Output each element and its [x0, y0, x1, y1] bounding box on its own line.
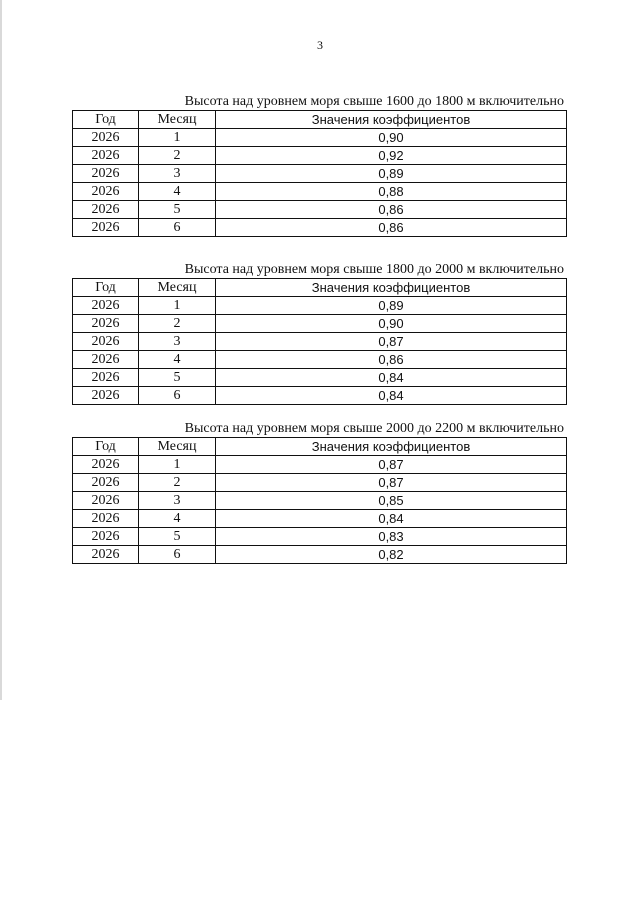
value-cell: 0,84 — [216, 369, 567, 387]
value-cell: 0,90 — [216, 129, 567, 147]
table-row — [73, 165, 567, 183]
year-cell: 2026 — [73, 369, 139, 387]
value-cell: 0,82 — [216, 546, 567, 564]
value-column-header: Значения коэффициентов — [216, 279, 567, 297]
month-cell: 6 — [139, 219, 216, 237]
value-cell: 0,89 — [216, 297, 567, 315]
coefficient-table — [72, 437, 567, 564]
table-row — [73, 351, 567, 369]
month-cell: 5 — [139, 201, 216, 219]
month-cell: 2 — [139, 474, 216, 492]
table-row — [73, 219, 567, 237]
year-column-header: Год — [73, 111, 139, 129]
table-row — [73, 474, 567, 492]
month-column-header: Месяц — [139, 438, 216, 456]
year-cell: 2026 — [73, 474, 139, 492]
month-column-header: Месяц — [139, 111, 216, 129]
scan-edge-shadow — [0, 0, 2, 700]
year-cell: 2026 — [73, 315, 139, 333]
value-cell: 0,85 — [216, 492, 567, 510]
table-row — [73, 297, 567, 315]
year-column-header: Год — [73, 438, 139, 456]
value-cell: 0,84 — [216, 510, 567, 528]
coefficient-block-1800-2000 — [72, 262, 566, 405]
table-title: Высота над уровнем моря свыше 1800 до 2000 м включительно — [184, 262, 564, 277]
year-cell: 2026 — [73, 546, 139, 564]
month-cell: 6 — [139, 546, 216, 564]
table-row — [73, 387, 567, 405]
value-cell: 0,83 — [216, 528, 567, 546]
table-row — [73, 492, 567, 510]
value-cell: 0,87 — [216, 456, 567, 474]
year-column-header: Год — [73, 279, 139, 297]
month-cell: 2 — [139, 315, 216, 333]
month-cell: 4 — [139, 510, 216, 528]
coefficient-block-2000-2200 — [72, 421, 566, 564]
value-cell: 0,87 — [216, 333, 567, 351]
year-cell: 2026 — [73, 129, 139, 147]
value-cell: 0,90 — [216, 315, 567, 333]
table-row — [73, 333, 567, 351]
year-cell: 2026 — [73, 528, 139, 546]
value-cell: 0,86 — [216, 201, 567, 219]
month-column-header: Месяц — [139, 279, 216, 297]
year-cell: 2026 — [73, 492, 139, 510]
month-cell: 3 — [139, 333, 216, 351]
year-cell: 2026 — [73, 456, 139, 474]
table-title: Высота над уровнем моря свыше 2000 до 2200 м включительно — [184, 421, 564, 436]
value-column-header: Значения коэффициентов — [216, 438, 567, 456]
month-cell: 2 — [139, 147, 216, 165]
table-row — [73, 369, 567, 387]
value-cell: 0,89 — [216, 165, 567, 183]
year-cell: 2026 — [73, 351, 139, 369]
value-column-header: Значения коэффициентов — [216, 111, 567, 129]
month-cell: 3 — [139, 492, 216, 510]
table-row — [73, 528, 567, 546]
table-row — [73, 147, 567, 165]
table-title: Высота над уровнем моря свыше 1600 до 1800 м включительно — [184, 94, 564, 109]
month-cell: 5 — [139, 528, 216, 546]
table-row — [73, 129, 567, 147]
coefficient-table — [72, 110, 567, 237]
table-row — [73, 201, 567, 219]
page-number: 3 — [317, 38, 323, 52]
month-cell: 3 — [139, 165, 216, 183]
month-cell: 1 — [139, 456, 216, 474]
table-row — [73, 183, 567, 201]
table-row — [73, 456, 567, 474]
year-cell: 2026 — [73, 183, 139, 201]
table-row — [73, 546, 567, 564]
year-cell: 2026 — [73, 297, 139, 315]
table-header-row — [73, 279, 567, 297]
table-header-row — [73, 111, 567, 129]
value-cell: 0,88 — [216, 183, 567, 201]
coefficient-block-1600-1800 — [72, 94, 566, 237]
month-cell: 1 — [139, 297, 216, 315]
table-header-row — [73, 438, 567, 456]
year-cell: 2026 — [73, 147, 139, 165]
table-row — [73, 510, 567, 528]
year-cell: 2026 — [73, 510, 139, 528]
year-cell: 2026 — [73, 333, 139, 351]
value-cell: 0,92 — [216, 147, 567, 165]
year-cell: 2026 — [73, 387, 139, 405]
month-cell: 4 — [139, 351, 216, 369]
month-cell: 4 — [139, 183, 216, 201]
value-cell: 0,86 — [216, 219, 567, 237]
table-row — [73, 315, 567, 333]
year-cell: 2026 — [73, 165, 139, 183]
month-cell: 5 — [139, 369, 216, 387]
year-cell: 2026 — [73, 219, 139, 237]
value-cell: 0,87 — [216, 474, 567, 492]
value-cell: 0,84 — [216, 387, 567, 405]
month-cell: 6 — [139, 387, 216, 405]
coefficient-table — [72, 278, 567, 405]
year-cell: 2026 — [73, 201, 139, 219]
value-cell: 0,86 — [216, 351, 567, 369]
month-cell: 1 — [139, 129, 216, 147]
